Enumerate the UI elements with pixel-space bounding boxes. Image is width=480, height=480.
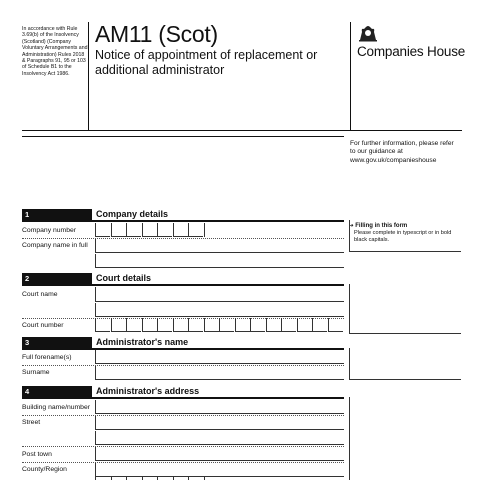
section-title-company-details: Company details bbox=[96, 209, 169, 219]
building-label: Building name/number bbox=[22, 404, 91, 411]
company-number-label: Company number bbox=[22, 227, 77, 234]
company-name-input-line-2[interactable] bbox=[95, 254, 344, 268]
post-town-input[interactable] bbox=[95, 447, 344, 461]
filling-note-title: Filling in this form bbox=[355, 223, 408, 229]
street-label: Street bbox=[22, 419, 41, 426]
section-number: 4 bbox=[22, 386, 92, 397]
company-name-input-line-1[interactable] bbox=[95, 239, 344, 253]
side-box bbox=[349, 284, 461, 334]
section-rule bbox=[22, 220, 344, 222]
section-rule bbox=[22, 284, 344, 286]
court-name-input-line-1[interactable] bbox=[95, 287, 344, 302]
section-number: 3 bbox=[22, 337, 92, 348]
form-title: Notice of appointment of replacement or additional administrator bbox=[95, 48, 318, 77]
side-box-edge bbox=[349, 397, 350, 480]
company-name-label: Company name in full bbox=[22, 242, 88, 249]
note-box bbox=[349, 220, 461, 252]
section-title-administrator-address: Administrator's address bbox=[96, 386, 200, 396]
section-title-court-details: Court details bbox=[96, 273, 152, 283]
post-town-label: Post town bbox=[22, 451, 52, 458]
company-number-input[interactable] bbox=[95, 223, 220, 237]
court-number-label: Court number bbox=[22, 322, 64, 329]
filling-note-text: Please complete in typescript or in bold black capitals. bbox=[354, 230, 452, 243]
building-input[interactable] bbox=[95, 400, 344, 414]
county-label: County/Region bbox=[22, 466, 67, 473]
section-number: 1 bbox=[22, 209, 92, 220]
section-title-administrator-name: Administrator's name bbox=[96, 337, 189, 347]
county-input[interactable] bbox=[95, 463, 344, 477]
forenames-input[interactable] bbox=[95, 350, 344, 364]
court-number-input[interactable] bbox=[95, 318, 344, 332]
legal-reference-text: In accordance with Rule 3.69(b) of the Insolvency (Scotland) (Company Voluntary Arrangements and Administration) Rules 2018 & Paragraphs 91, 95 or 103 of Schedule B1 to the Insolvency Act 1986. bbox=[22, 26, 88, 77]
street-input-line-1[interactable] bbox=[95, 416, 344, 430]
brand-divider bbox=[350, 22, 351, 130]
brand-name: Companies House bbox=[357, 44, 466, 59]
street-input-line-2[interactable] bbox=[95, 431, 344, 445]
court-name-input-line-2[interactable] bbox=[95, 303, 344, 317]
surname-input[interactable] bbox=[95, 366, 344, 380]
header-divider bbox=[88, 22, 89, 130]
royal-crest-icon bbox=[357, 24, 379, 42]
section-rule bbox=[22, 397, 344, 399]
header-rule-2 bbox=[22, 136, 344, 137]
side-box bbox=[349, 348, 461, 380]
court-name-label: Court name bbox=[22, 291, 58, 298]
forenames-label: Full forename(s) bbox=[22, 354, 72, 361]
form-code: AM11 (Scot) bbox=[95, 21, 218, 47]
arrow-icon: ➔ bbox=[349, 223, 356, 229]
header-rule bbox=[22, 130, 462, 131]
guidance-text: For further information, please refer to our guidance at www.gov.uk/companieshouse bbox=[350, 140, 454, 164]
surname-label: Surname bbox=[22, 369, 50, 376]
section-number: 2 bbox=[22, 273, 92, 284]
